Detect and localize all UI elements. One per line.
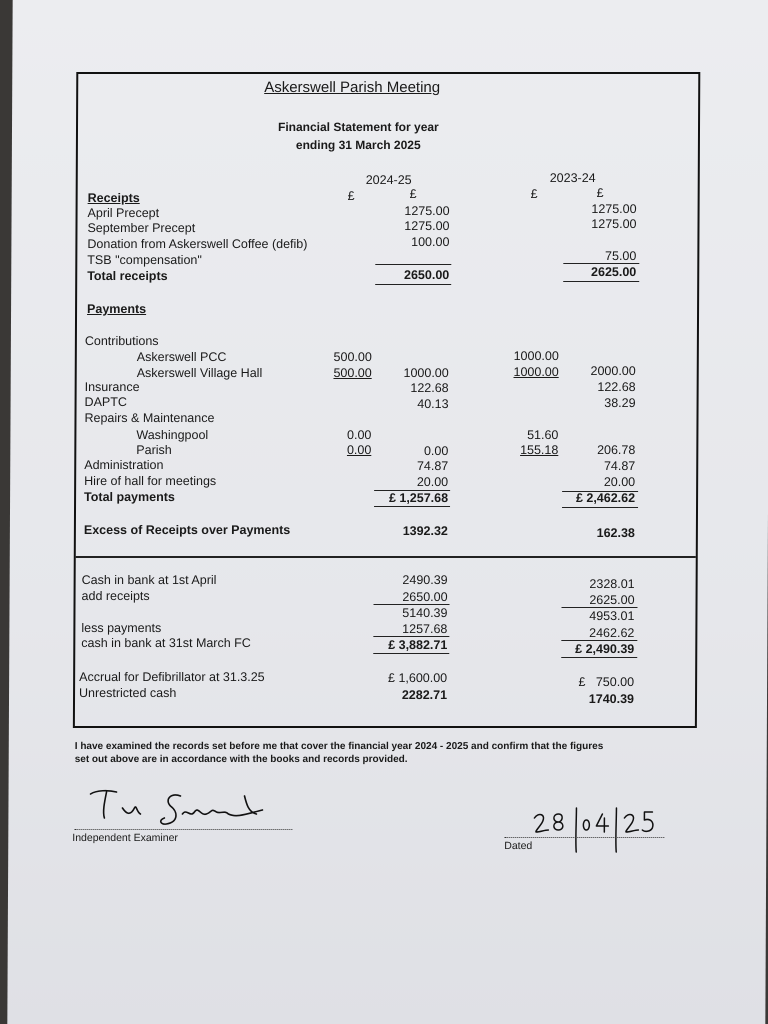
excess-label: Excess of Receipts over Payments: [83, 523, 291, 537]
repairs-label: Repairs & Maintenance: [84, 411, 215, 425]
parish-prev-sub: 155.18: [520, 443, 559, 457]
parish-cur: 0.00: [423, 444, 449, 458]
receipt-label: September Precept: [87, 221, 196, 235]
receipt-label: TSB "compensation": [87, 253, 202, 267]
washingpool-prev-sub: 51.60: [527, 428, 559, 442]
examiner-statement-line-1: I have examined the records set before me that cover the financial year 2024 - 2025 and confirm that the figures: [74, 741, 604, 752]
pcc-prev-sub: 1000.00: [513, 349, 559, 363]
add-receipts-prev: 2625.00: [589, 593, 635, 607]
receipt-cur: 1275.00: [404, 204, 450, 218]
pound-sign: £: [409, 187, 417, 201]
receipt-prev: 1275.00: [591, 217, 637, 231]
insurance-cur: 122.68: [410, 381, 449, 395]
receipt-label: April Precept: [87, 206, 160, 220]
daptc-cur: 40.13: [417, 397, 449, 411]
receipt-label: Donation from Askerswell Coffee (defib): [87, 237, 308, 251]
signature-dotted-line: [74, 829, 292, 830]
pcc-label: Askerswell PCC: [136, 350, 227, 364]
examiner-label: Independent Examiner: [72, 832, 178, 844]
hall-prev-sub: 1000.00: [513, 365, 559, 379]
total-payments-prev: £ 2,462.62: [575, 491, 636, 505]
admin-label: Administration: [84, 458, 164, 472]
col-header-current: 2024-25: [365, 173, 412, 187]
subtotal-cur: 5140.39: [402, 606, 448, 620]
rule: [561, 657, 637, 658]
admin-prev: 74.87: [603, 459, 636, 473]
hall-label: Askerswell Village Hall: [136, 366, 263, 380]
rule: [373, 636, 449, 637]
rule: [561, 640, 637, 641]
accrual-prev: £ 750.00: [578, 675, 635, 689]
parish-prev: 206.78: [597, 443, 636, 457]
page-title: Askerswell Parish Meeting: [264, 79, 441, 96]
examiner-signature: [86, 784, 286, 830]
pound-sign: £: [347, 189, 355, 203]
receipt-cur: 1275.00: [404, 219, 450, 233]
rule: [563, 263, 639, 264]
subtitle-line-2: ending 31 March 2025: [295, 138, 421, 152]
cash-end-cur: £ 3,882.71: [388, 638, 448, 652]
col-header-previous: 2023-24: [549, 171, 596, 185]
parish-label: Parish: [136, 443, 172, 457]
hire-cur: 20.00: [416, 475, 449, 489]
add-receipts-cur: 2650.00: [402, 590, 448, 604]
receipt-cur: 100.00: [411, 235, 450, 249]
cash-start-cur: 2490.39: [402, 573, 448, 587]
total-payments-label: Total payments: [84, 490, 175, 504]
rule: [374, 506, 450, 507]
total-payments-cur: £ 1,257.68: [388, 491, 449, 505]
rule: [562, 507, 638, 508]
cash-end-prev: £ 2,490.39: [575, 642, 635, 656]
cash-end-label: cash in bank at 31st March FC: [81, 636, 251, 650]
admin-cur: 74.87: [416, 459, 449, 473]
unrestricted-label: Unrestricted cash: [79, 686, 177, 700]
excess-cur: 1392.32: [402, 524, 448, 538]
hall-cur: 1000.00: [403, 366, 449, 380]
cash-start-label: Cash in bank at 1st April: [81, 573, 217, 587]
excess-prev: 162.38: [596, 526, 635, 540]
accrual-cur: £ 1,600.00: [388, 671, 448, 685]
examiner-statement-line-2: set out above are in accordance with the books and records provided.: [74, 754, 408, 765]
document-page: [7, 0, 768, 1024]
rule: [373, 653, 449, 654]
hire-label: Hire of hall for meetings: [84, 474, 217, 488]
total-receipts-label: Total receipts: [87, 269, 168, 283]
accrual-label: Accrual for Defibrillator at 31.3.25: [79, 670, 265, 684]
total-receipts-prev: 2625.00: [591, 265, 637, 279]
rule: [375, 264, 451, 265]
washingpool-label: Washingpool: [136, 428, 209, 442]
receipt-prev: 1275.00: [591, 202, 637, 216]
pound-sign: £: [596, 186, 604, 200]
less-payments-label: less payments: [81, 621, 162, 635]
parish-cur-sub: 0.00: [346, 443, 372, 457]
hire-prev: 20.00: [603, 475, 636, 489]
cash-start-prev: 2328.01: [589, 577, 635, 591]
contributions-label: Contributions: [84, 334, 159, 348]
rule: [374, 604, 450, 605]
insurance-prev: 122.68: [597, 380, 636, 394]
date-dotted-line: [504, 837, 664, 838]
insurance-label: Insurance: [84, 380, 140, 394]
section-divider: [76, 556, 696, 558]
add-receipts-label: add receipts: [81, 589, 150, 603]
unrestricted-prev: 1740.39: [588, 692, 635, 706]
pound-sign: £: [530, 187, 538, 201]
handwritten-date: [528, 800, 668, 856]
payments-heading: Payments: [87, 302, 147, 316]
rule: [375, 284, 451, 285]
dated-label: Dated: [504, 840, 533, 852]
hall-cur-sub: 500.00: [333, 366, 372, 380]
receipts-heading: Receipts: [87, 191, 140, 205]
less-payments-prev: 2462.62: [589, 626, 635, 640]
rule: [561, 607, 637, 608]
less-payments-cur: 1257.68: [402, 622, 448, 636]
unrestricted-cur: 2282.71: [401, 688, 448, 702]
hall-prev: 2000.00: [590, 364, 636, 378]
pcc-cur-sub: 500.00: [333, 350, 372, 364]
daptc-prev: 38.29: [604, 396, 636, 410]
subtotal-prev: 4953.01: [589, 609, 635, 623]
washingpool-cur-sub: 0.00: [347, 428, 372, 442]
receipt-prev: 75.00: [605, 249, 637, 263]
subtitle-line-1: Financial Statement for year: [277, 120, 439, 134]
total-receipts-cur: 2650.00: [404, 268, 450, 282]
rule: [563, 281, 639, 282]
daptc-label: DAPTC: [84, 395, 127, 409]
